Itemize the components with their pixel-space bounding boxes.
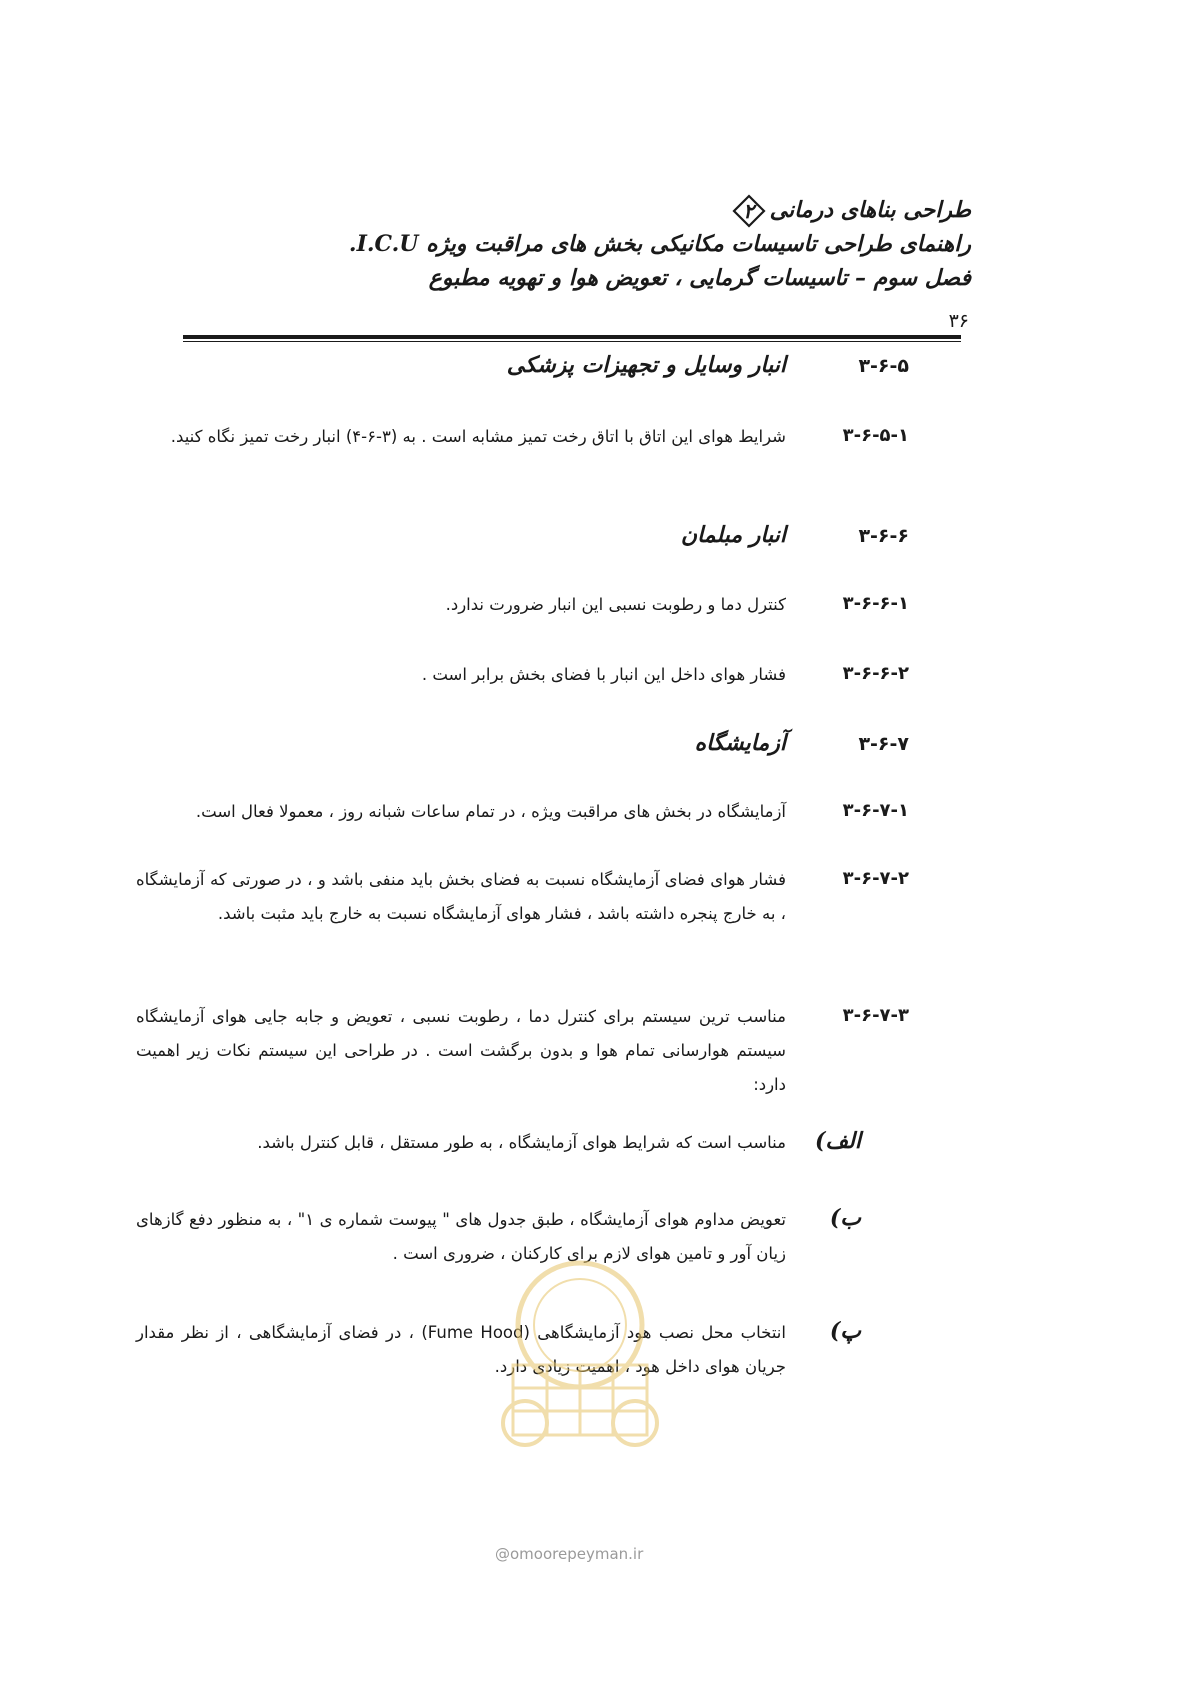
paragraph-text: مناسب ترین سیستم برای کنترل دما ، رطوبت نسبی ، تعویض و جابه جایی هوای آزمایشگاه سیستم هوارسانی تمام هوا و بدون برگشت است . در طراحی این سیستم نکات زیر اهمیت دارد: bbox=[136, 1007, 786, 1094]
series-number: ۲ bbox=[743, 199, 754, 223]
watermark-url: @omoorepeyman.ir bbox=[495, 1545, 644, 1563]
header-rule-thin bbox=[183, 341, 961, 342]
paragraph-text: فشار هوای فضای آزمایشگاه نسبت به فضای بخش باید منفی باشد و ، در صورتی که آزمایشگاه ، به خارج پنجره داشته باشد ، فشار هوای آزمایشگاه نسبت به خارج باید مثبت باشد. bbox=[136, 870, 786, 923]
series-number-badge bbox=[732, 194, 766, 228]
guide-title: راهنمای طراحی تاسیسات مکانیکی بخش های مراقبت ویژه I.C.U. bbox=[348, 231, 971, 257]
list-item-text: تعویض مداوم هوای آزمایشگاه ، طبق جدول های " پیوست شماره ی ۱" ، به منظور دفع گازهای زیان آور و تامین هوای لازم برای کارکنان ، ضروری است . bbox=[136, 1210, 786, 1263]
paragraph-number: ۳-۶-۷-۲ bbox=[842, 868, 909, 889]
section-number: ۳-۶-۵ bbox=[858, 355, 909, 377]
chapter-title: فصل سوم – تاسیسات گرمایی ، تعویض هوا و تهویه مطبوع bbox=[428, 265, 971, 291]
series-title-line bbox=[211, 193, 971, 227]
section-title: انبار مبلمان bbox=[680, 522, 786, 548]
paragraph-number: ۳-۶-۷-۱ bbox=[842, 800, 909, 821]
list-item-letter: ب) bbox=[829, 1205, 861, 1231]
paragraph-number: ۳-۶-۶-۲ bbox=[842, 663, 909, 684]
list-item-text: انتخاب محل نصب هود آزمایشگاهی (Fume Hood) ، در فضای آزمایشگاهی ، از نظر مقدار جریان هوای داخل هود ، اهمیت زیادی دارد. bbox=[136, 1323, 786, 1376]
paragraph-number: ۳-۶-۷-۳ bbox=[842, 1005, 909, 1026]
paragraph-text: کنترل دما و رطوبت نسبی این انبار ضرورت ندارد. bbox=[445, 595, 786, 614]
header-rule-thick bbox=[183, 335, 961, 339]
paragraph-number: ۳-۶-۶-۱ bbox=[842, 593, 909, 614]
publisher-logo-watermark bbox=[495, 1255, 665, 1455]
paragraph-text: شرایط هوای این اتاق با اتاق رخت تمیز مشابه است . به (۳-۶-۴) انبار رخت تمیز نگاه کنید. bbox=[170, 427, 786, 446]
paragraph-text: آزمایشگاه در بخش های مراقبت ویژه ، در تمام ساعات شبانه روز ، معمولا فعال است. bbox=[195, 802, 786, 821]
list-item-letter: الف) bbox=[815, 1128, 861, 1154]
section-number: ۳-۶-۷ bbox=[858, 733, 909, 755]
paragraph-text: فشار هوای داخل این انبار با فضای بخش برابر است . bbox=[421, 665, 786, 684]
page-number: ۳۶ bbox=[948, 310, 969, 332]
page-header bbox=[211, 193, 971, 295]
list-item-text: مناسب است که شرایط هوای آزمایشگاه ، به طور مستقل ، قابل کنترل باشد. bbox=[257, 1133, 786, 1152]
section-title: آزمایشگاه bbox=[694, 730, 786, 756]
section-title: انبار وسایل و تجهیزات پزشکی bbox=[506, 352, 786, 378]
section-number: ۳-۶-۶ bbox=[858, 525, 909, 547]
paragraph-number: ۳-۶-۵-۱ bbox=[842, 425, 909, 446]
series-title: طراحی بناهای درمانی bbox=[769, 197, 971, 223]
list-item-letter: پ) bbox=[829, 1318, 861, 1344]
